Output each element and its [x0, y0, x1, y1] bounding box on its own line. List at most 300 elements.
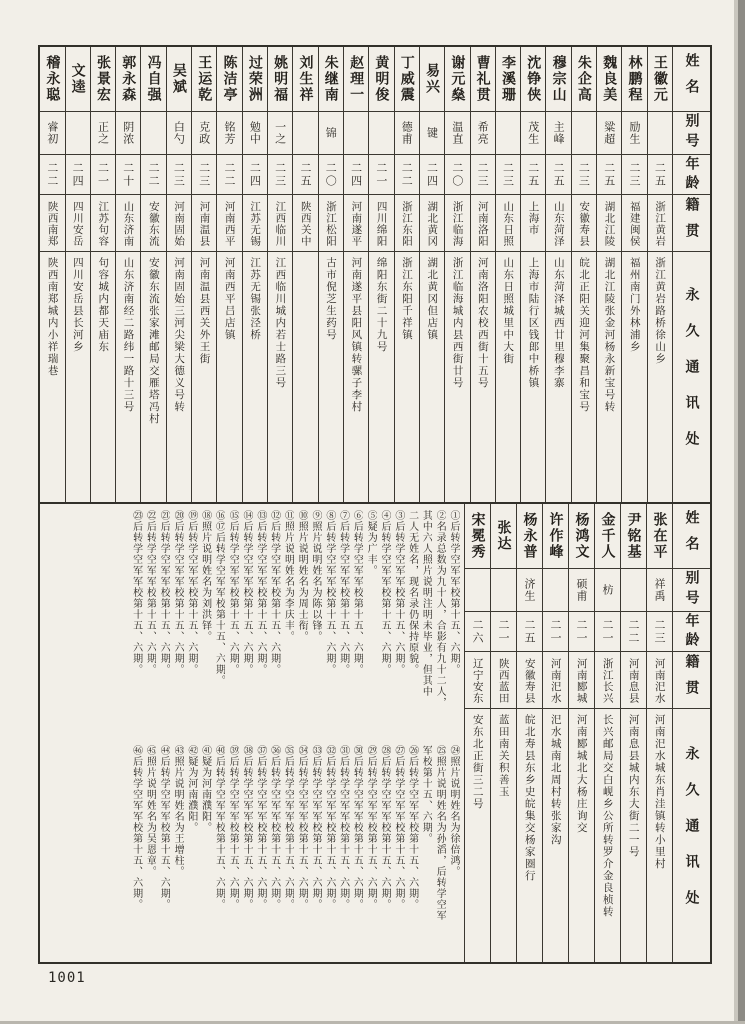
- person-name-text: 易兴: [424, 63, 441, 95]
- person-alias: [622, 111, 646, 154]
- row-header-origin: 籍贯: [673, 194, 710, 251]
- note-column: ㊶疑为河南濮阳。: [199, 744, 211, 833]
- person-alias-text: 锦: [324, 127, 338, 139]
- person-age: [319, 154, 343, 194]
- person-column: [543, 504, 569, 962]
- row-header-name: 姓名: [683, 53, 700, 105]
- person-name: [420, 47, 444, 111]
- person-alias: [293, 111, 317, 154]
- person-alias: [40, 111, 64, 154]
- person-name: [344, 47, 368, 111]
- person-age: [648, 154, 672, 194]
- note-column: ㊸照片说明姓名为王增柱。: [172, 744, 184, 877]
- person-origin-text: 四川安岳: [71, 201, 84, 247]
- note-column: ㉔照片说明姓名为徐倍鸿。: [448, 744, 459, 877]
- person-age-text: 二一: [374, 161, 388, 188]
- person-alias-text: 睿初: [45, 121, 59, 145]
- person-age-text: 二四: [248, 161, 262, 188]
- person-column: [621, 504, 647, 962]
- person-address: [167, 251, 191, 502]
- note-column: ㊲后转学空军军校第十五、六期。: [254, 744, 266, 910]
- person-alias: [621, 568, 646, 611]
- person-origin: [167, 194, 191, 251]
- person-name-text: 稽永聪: [44, 55, 61, 103]
- person-origin: [546, 194, 570, 251]
- person-age-text: 二二: [147, 161, 161, 188]
- person-age: [569, 611, 594, 651]
- person-age-text: 二五: [298, 161, 312, 188]
- person-age-text: 二一: [601, 618, 614, 645]
- note-column: ㉑后转学空军军校第十五、六期。: [158, 510, 170, 675]
- person-address-text: 安徽东流张家滩邮局交雁塔冯村: [147, 257, 160, 425]
- person-column: [116, 47, 141, 502]
- person-address: [40, 251, 64, 502]
- person-column: [491, 504, 517, 962]
- note-column: ⑤疑为广丰。: [365, 510, 377, 576]
- person-age-text: 二一: [575, 618, 588, 645]
- row-header-name: 姓名: [683, 510, 700, 562]
- person-origin-text: 河南息县: [627, 658, 640, 704]
- person-age: [268, 154, 292, 194]
- note-column: ㉟后转学空军军校第十五、六期。: [282, 744, 294, 910]
- note-column: 其中六人照片说明注明未毕业，但其中: [420, 510, 432, 697]
- person-address-text: 河南汜水城东肖洼镇转小里村: [653, 714, 666, 870]
- person-age-text: 二〇: [450, 161, 464, 188]
- person-address-text: 浙江黄岩路桥徐山乡: [654, 257, 667, 365]
- person-address: [465, 708, 490, 962]
- person-address-text: 河南温县西关外王街: [198, 257, 211, 365]
- person-alias: [647, 568, 672, 611]
- person-alias-text: 一之: [273, 121, 287, 145]
- person-age-text: 二五: [526, 161, 540, 188]
- person-alias: [496, 111, 520, 154]
- person-name: [243, 47, 267, 111]
- person-column: [395, 47, 420, 502]
- person-alias: [546, 111, 570, 154]
- person-alias: [66, 111, 90, 154]
- person-address: [621, 708, 646, 962]
- person-column: [268, 47, 293, 502]
- person-name-text: 许作峰: [547, 512, 564, 560]
- person-origin: [66, 194, 90, 251]
- person-address: [243, 251, 267, 502]
- person-age: [167, 154, 191, 194]
- note-column: ⑨照片说明姓名为陈以锋。: [310, 510, 322, 642]
- row-header-age: 年龄: [673, 611, 710, 651]
- person-origin: [569, 651, 594, 708]
- person-name-text: 杨永普: [521, 512, 538, 560]
- person-name: [546, 47, 570, 111]
- person-origin: [40, 194, 64, 251]
- note-column: 二人无姓名，现名录仍保持原貌。: [406, 510, 418, 675]
- person-name: [167, 47, 191, 111]
- person-age-text: 二三: [501, 161, 515, 188]
- person-origin-text: 山东济南: [122, 201, 135, 247]
- person-name: [521, 47, 545, 111]
- person-name-text: 吴斌: [170, 63, 187, 95]
- person-age-text: 二三: [628, 161, 642, 188]
- note-column: ㉞后转学空军军校第十五、六期。: [296, 744, 308, 910]
- person-age-text: 二四: [71, 161, 85, 188]
- person-alias: [395, 111, 419, 154]
- person-origin-text: 河南遂平: [350, 201, 363, 247]
- person-age: [243, 154, 267, 194]
- person-address: [517, 708, 542, 962]
- person-age: [546, 154, 570, 194]
- person-name-text: 姚明福: [272, 55, 289, 103]
- person-age: [597, 154, 621, 194]
- person-age-text: 二二: [400, 161, 414, 188]
- person-address: [319, 251, 343, 502]
- person-origin-text: 江苏无锡: [249, 201, 262, 247]
- person-age: [420, 154, 444, 194]
- person-alias-text: 主峰: [552, 121, 566, 145]
- top-roster-table: [38, 45, 712, 504]
- person-address: [217, 251, 241, 502]
- person-origin-text: 浙江东阳: [400, 201, 413, 247]
- person-name: [622, 47, 646, 111]
- row-header-alias: 别号: [673, 568, 710, 611]
- person-name-text: 杨鸿文: [573, 512, 590, 560]
- person-alias: [465, 568, 490, 611]
- person-age-text: 二三: [172, 161, 186, 188]
- note-column: ㉒后转学空军军校第十五、六期。: [144, 510, 156, 675]
- person-age: [395, 154, 419, 194]
- person-age: [141, 154, 165, 194]
- person-name-text: 魏良美: [601, 55, 618, 103]
- person-name-text: 冯自强: [145, 55, 162, 103]
- person-alias: [572, 111, 596, 154]
- person-address-text: 河南郾城北大杨庄询交: [575, 714, 588, 834]
- person-column: [66, 47, 91, 502]
- person-origin-text: 陕西南郑: [46, 201, 59, 247]
- person-alias-text: 硕甫: [575, 578, 588, 602]
- person-age: [293, 154, 317, 194]
- person-name: [491, 504, 516, 568]
- note-column: ㉚后转学空军军校第十五、六期。: [351, 744, 363, 910]
- person-alias-text: 德甫: [400, 121, 414, 145]
- person-address: [496, 251, 520, 502]
- person-name: [517, 504, 542, 568]
- note-column: ⑫后转学空军军校第十五、六期。: [268, 510, 280, 675]
- person-origin-text: 河南西平: [223, 201, 236, 247]
- note-column: ㉕照片说明姓名为孙滔，后转学空军: [434, 744, 446, 921]
- scan-edge-shadow: [738, 0, 745, 1024]
- note-column: ⑦后转学空军军校第十五、六期。: [337, 510, 349, 675]
- person-origin-text: 安徽东流: [147, 201, 160, 247]
- person-address-text: 长兴邮局交白岘乡公所转罗介金良桢转: [601, 714, 614, 918]
- person-address-text: 浙江东阳千祥镇: [400, 257, 413, 341]
- person-address: [647, 708, 672, 962]
- person-age-text: 二三: [197, 161, 211, 188]
- row-header-column: [673, 504, 710, 962]
- person-column: [546, 47, 571, 502]
- person-name-text: 陈洁亭: [221, 55, 238, 103]
- person-name: [471, 47, 495, 111]
- person-origin: [647, 651, 672, 708]
- person-origin: [572, 194, 596, 251]
- person-name-text: 朱企高: [575, 55, 592, 103]
- note-column: ⑥后转学空军军校第十五、六期。: [351, 510, 363, 675]
- note-column: ㊴后转学空军军校第十五、六期。: [227, 744, 239, 910]
- person-age-text: 二三: [653, 618, 666, 645]
- person-name-text: 文逵: [69, 63, 86, 95]
- note-column: ㉘后转学空军军校第十五、六期。: [379, 744, 391, 910]
- person-address: [445, 251, 469, 502]
- person-alias-text: 阴浓: [121, 121, 135, 145]
- person-name: [395, 47, 419, 111]
- person-name: [595, 504, 620, 568]
- person-origin-text: 浙江长兴: [601, 658, 614, 704]
- person-age-text: 二一: [549, 618, 562, 645]
- person-name: [572, 47, 596, 111]
- person-address-text: 江苏无锡张泾桥: [249, 257, 262, 341]
- person-age: [91, 154, 115, 194]
- person-address-text: 山东日照城里中大街: [502, 257, 515, 365]
- person-age: [471, 154, 495, 194]
- person-name: [293, 47, 317, 111]
- person-name: [465, 504, 490, 568]
- person-age-text: 二四: [349, 161, 363, 188]
- person-address: [192, 251, 216, 502]
- person-alias: [521, 111, 545, 154]
- person-name-text: 张在平: [651, 512, 668, 560]
- person-alias: [491, 568, 516, 611]
- row-header-alias: 别号: [673, 111, 710, 154]
- person-origin: [344, 194, 368, 251]
- person-name: [496, 47, 520, 111]
- person-age: [622, 154, 646, 194]
- note-column: ②名录总数为九十人，合影有九十二人，: [434, 510, 446, 708]
- person-address: [91, 251, 115, 502]
- person-column: [217, 47, 242, 502]
- person-age-text: 二一: [497, 618, 510, 645]
- person-alias-text: 勉中: [248, 121, 262, 145]
- person-age: [572, 154, 596, 194]
- person-column: [40, 47, 65, 502]
- person-alias: [445, 111, 469, 154]
- person-address-text: 绵阳东街二十九号: [375, 257, 388, 353]
- person-age: [66, 154, 90, 194]
- person-column: [595, 504, 621, 962]
- person-column: [569, 504, 595, 962]
- person-name: [319, 47, 343, 111]
- person-origin-text: 浙江黄岩: [654, 201, 667, 247]
- person-address-text: 江西临川城内若士路三号: [274, 257, 287, 389]
- note-column: ㊵后转学空军军校第十五、六期。: [213, 744, 225, 910]
- person-column: [465, 504, 491, 962]
- person-alias: [192, 111, 216, 154]
- person-name-text: 谢元燊: [449, 55, 466, 103]
- person-age-text: 二十: [121, 161, 135, 188]
- person-age-text: 二三: [273, 161, 287, 188]
- note-column: ㉛后转学空军军校第十五、六期。: [337, 744, 349, 910]
- note-column: ㉜后转学空军军校第十五、六期。: [323, 744, 335, 910]
- person-column: [445, 47, 470, 502]
- person-origin-text: 湖北黄冈: [426, 201, 439, 247]
- person-origin: [543, 651, 568, 708]
- person-origin: [91, 194, 115, 251]
- person-name-text: 曹礼贯: [474, 55, 491, 103]
- person-alias-text: 祥禹: [653, 578, 666, 602]
- person-alias: [116, 111, 140, 154]
- person-origin: [496, 194, 520, 251]
- person-address-text: 四川安岳县长河乡: [71, 257, 84, 353]
- person-age: [465, 611, 490, 651]
- person-alias: [597, 111, 621, 154]
- person-origin: [517, 651, 542, 708]
- person-age-text: 二三: [577, 161, 591, 188]
- person-address-text: 陕西南郑城内小祥瑞巷: [46, 257, 59, 377]
- person-age: [521, 154, 545, 194]
- person-alias: [595, 568, 620, 611]
- person-name: [268, 47, 292, 111]
- person-address-text: 河南息县城内东大街二一号: [627, 714, 640, 858]
- person-alias: [91, 111, 115, 154]
- note-column: ⑩照片说明姓名为周士衔。: [296, 510, 308, 642]
- person-origin-text: 陕西关中: [299, 201, 312, 247]
- notes-band-1: [40, 510, 460, 743]
- note-column: ㉙后转学空军军校第十五、六期。: [365, 744, 377, 910]
- person-address: [116, 251, 140, 502]
- person-column: [597, 47, 622, 502]
- person-address: [572, 251, 596, 502]
- person-address: [293, 251, 317, 502]
- person-alias-text: 克政: [197, 121, 211, 145]
- person-column: [572, 47, 597, 502]
- person-origin: [268, 194, 292, 251]
- note-column: ⑬后转学空军军校第十五、六期。: [254, 510, 266, 675]
- person-age-text: 二四: [425, 161, 439, 188]
- note-column: ㊳后转学空军军校第十五、六期。: [241, 744, 253, 910]
- person-address: [420, 251, 444, 502]
- note-column: ⑮后转学空军军校第十五、六期。: [227, 510, 239, 675]
- person-name: [648, 47, 672, 111]
- person-origin: [141, 194, 165, 251]
- person-alias-text: 枋: [601, 584, 614, 596]
- person-age-text: 二五: [552, 161, 566, 188]
- person-origin-text: 四川绵阳: [375, 201, 388, 247]
- person-alias: [420, 111, 444, 154]
- person-column: [496, 47, 521, 502]
- person-origin: [192, 194, 216, 251]
- person-address: [471, 251, 495, 502]
- person-alias: [268, 111, 292, 154]
- person-age-text: 二五: [523, 618, 536, 645]
- person-origin-text: 河南固始: [173, 201, 186, 247]
- person-column: [91, 47, 116, 502]
- person-alias-text: 温直: [450, 121, 464, 145]
- person-alias: [471, 111, 495, 154]
- page-number: 1001: [48, 970, 86, 986]
- note-column: ㊺照片说明姓名为吴恩章。: [144, 744, 156, 877]
- person-name-text: 沈铮侠: [525, 55, 542, 103]
- person-address-text: 山东菏泽城西廿里穆李寨: [552, 257, 565, 389]
- person-address: [395, 251, 419, 502]
- person-column: [167, 47, 192, 502]
- person-origin: [293, 194, 317, 251]
- person-origin-text: 安徽寿县: [523, 658, 536, 704]
- person-origin-text: 河南郾城: [575, 658, 588, 704]
- note-column: ⑳后转学空军军校第十五、六期。: [172, 510, 184, 675]
- person-alias: [141, 111, 165, 154]
- person-age: [496, 154, 520, 194]
- person-column: [293, 47, 318, 502]
- person-alias-text: 键: [425, 127, 439, 139]
- person-origin-text: 山东菏泽: [552, 201, 565, 247]
- person-address-text: 古市倪芝生药号: [325, 257, 338, 341]
- person-column: [344, 47, 369, 502]
- note-column: ㉗后转学空军军校第十五、六期。: [392, 744, 404, 910]
- person-column: [647, 504, 673, 962]
- person-address-text: 皖北正阳关迎河集聚昌和宝号: [578, 257, 591, 413]
- note-column: ㉖后转学空军军校第十五、六期。: [406, 744, 418, 910]
- person-name: [369, 47, 393, 111]
- person-alias-text: 济生: [523, 578, 536, 602]
- person-origin: [648, 194, 672, 251]
- person-origin: [395, 194, 419, 251]
- person-alias-text: 希亮: [476, 121, 490, 145]
- person-name: [116, 47, 140, 111]
- person-address-text: 河南固始三河尖梁大德义号转: [173, 257, 186, 413]
- person-origin: [465, 651, 490, 708]
- person-address-text: 河南洛阳农校西街十五号: [476, 257, 489, 389]
- person-age-text: 二二: [627, 618, 640, 645]
- person-address-text: 上海市陆行区钱郎中桥镇: [527, 257, 540, 389]
- person-address-text: 河南遂平县阳风镇转骡子李村: [350, 257, 363, 413]
- note-column: ④后转学空军军校第十五、六期。: [379, 510, 391, 675]
- person-name: [621, 504, 646, 568]
- person-address: [369, 251, 393, 502]
- note-column: ⑲后转学空军军校第十五、六期。: [185, 510, 197, 675]
- note-column: ㊱后转学空军军校第十五、六期。: [268, 744, 280, 910]
- person-address-text: 安东北正街三二号: [471, 714, 484, 810]
- person-origin: [622, 194, 646, 251]
- person-age-text: 二六: [471, 618, 484, 645]
- person-origin: [369, 194, 393, 251]
- person-alias: [648, 111, 672, 154]
- person-name-text: 黄明俊: [373, 55, 390, 103]
- person-address-text: 汜水城南北周村转张家沟: [549, 714, 562, 846]
- person-origin: [445, 194, 469, 251]
- person-age: [595, 611, 620, 651]
- note-column: ㊷疑为河南濮阳。: [185, 744, 197, 833]
- person-origin-text: 上海市: [527, 201, 540, 236]
- person-age: [344, 154, 368, 194]
- person-age: [192, 154, 216, 194]
- person-address-text: 湖北黄冈但店镇: [426, 257, 439, 341]
- person-address-text: 蓝田南关积善玉: [497, 714, 510, 798]
- person-alias-text: 铭芳: [223, 121, 237, 145]
- person-address: [648, 251, 672, 502]
- person-name: [597, 47, 621, 111]
- person-address-text: 河南西平吕店镇: [223, 257, 236, 341]
- person-alias-text: 白勺: [172, 121, 186, 145]
- note-column: 军校第十五、六期。: [420, 744, 432, 844]
- person-address: [66, 251, 90, 502]
- person-column: [471, 47, 496, 502]
- person-name: [445, 47, 469, 111]
- person-name-text: 李溪珊: [499, 55, 516, 103]
- notes-band-2: [40, 745, 460, 962]
- person-age: [445, 154, 469, 194]
- person-alias: [569, 568, 594, 611]
- person-alias: [369, 111, 393, 154]
- row-header-address: 永久通讯处: [673, 708, 710, 962]
- person-name: [647, 504, 672, 568]
- person-origin-text: 福建闽侯: [628, 201, 641, 247]
- note-column: ③后转学空军军校第十五、六期。: [392, 510, 404, 675]
